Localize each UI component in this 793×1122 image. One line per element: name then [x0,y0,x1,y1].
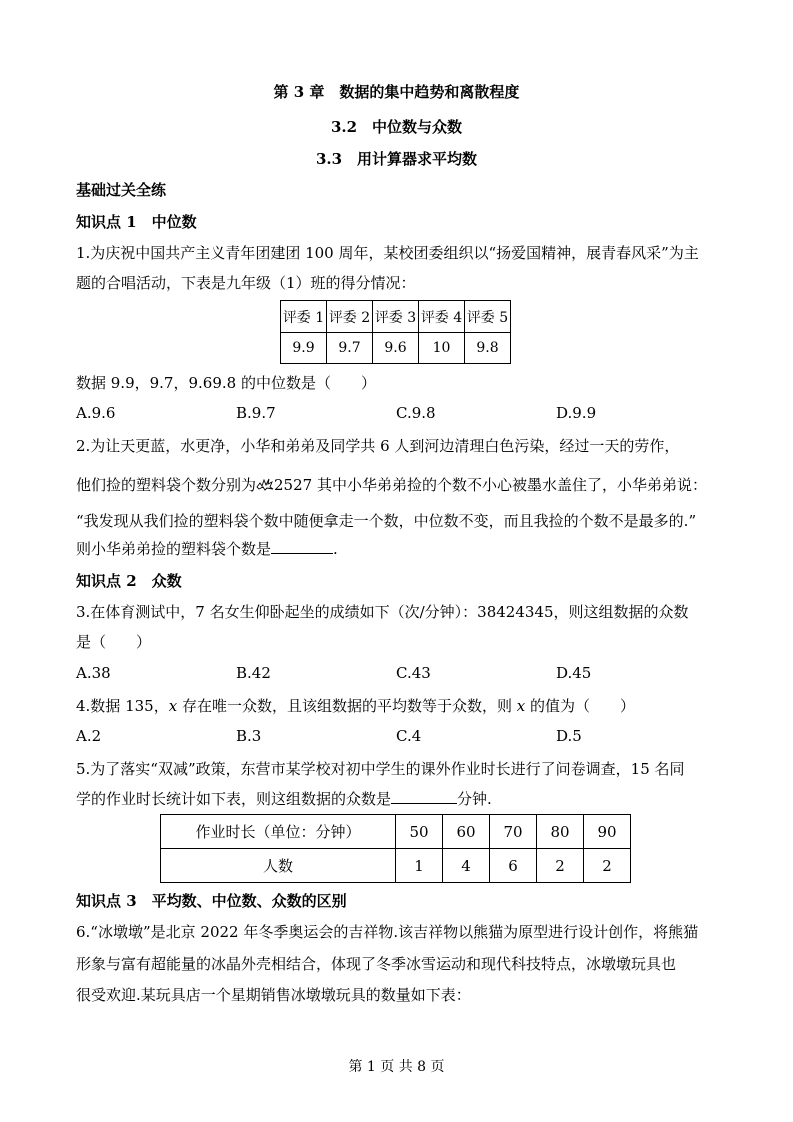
q1-option-b: B.9.7 [236,404,276,422]
q2-line-1: 2.为让天更蓝，水更净，小华和弟弟及同学共 6 人到河边清理白色污染，经过一天的劳作， [76,437,680,455]
q4-option-a: A.2 [76,727,102,745]
q5-row1-cell: 90 [584,815,631,849]
q5-row2-label: 人数 [161,849,396,883]
basic-practice-heading: 基础过关全练 [76,181,167,199]
q2-line-4 [76,538,338,559]
q1-value-cell: 9.9 [281,333,327,364]
q2-answer-blank[interactable] [271,539,333,554]
q3-option-d: D.45 [556,664,592,682]
q5-row1-cell: 80 [537,815,584,849]
q4-text-end: 的值为（ ） [525,697,635,715]
q1-value-cell: 9.8 [465,333,511,364]
q4-option-b: B.3 [236,727,262,745]
q2-line-3: “我发现从我们捡的塑料袋个数中随便拿走一个数，中位数不变，而且我捡的个数不是最多的.” [76,512,697,530]
q6-line-3: 很受欢迎.某玩具店一个星期销售冰墩墩玩具的数量如下表： [76,986,471,1004]
q3-option-a: A.38 [76,664,111,682]
q4-option-d: D.5 [556,727,582,745]
q5-row1-cell: 70 [490,815,537,849]
q5-row2-cell: 2 [537,849,584,883]
q6-line-1: 6.“冰墩墩”是北京 2022 年冬季奥运会的吉祥物.该吉祥物以熊猫为原型进行设计创作，将熊猫 [76,923,699,941]
q2-line-2 [76,474,707,495]
q5-line-2 [76,788,492,809]
q1-option-a: A.9.6 [76,404,116,422]
q1-value-cell: 9.7 [327,333,373,364]
knowledge-point-1-heading: 知识点 1 中位数 [76,213,197,231]
q5-text-end: 分钟. [457,790,492,808]
q3-line-1: 3.在体育测试中，7 名女生仰卧起坐的成绩如下（次/分钟）：38424345，则这组数据的众数 [76,603,689,621]
q2-line-2-start: 他们捡的塑料袋个数分别为 [76,476,257,494]
knowledge-point-2-heading: 知识点 2 众数 [76,572,182,590]
q2-line-2-end: 2527 其中小华弟弟捡的个数不小心被墨水盖住了，小华弟弟说： [274,476,707,494]
q5-row1-label: 作业时长（单位：分钟） [161,815,396,849]
q5-answer-blank[interactable] [391,789,457,804]
q1-header-cell: 评委 1 [281,301,327,333]
ink-blot-icon [256,477,274,491]
q4-variable: x [516,697,526,715]
q1-header-cell: 评委 2 [327,301,373,333]
q1-header-cell: 评委 4 [419,301,465,333]
q1-line-1: 1.为庆祝中国共产主义青年团建团 100 周年，某校团委组织以“扬爱国精神，展青春风采”为主 [76,244,699,262]
q1-option-c: C.9.8 [396,404,436,422]
q3-line-2: 是（ ） [76,633,152,651]
chapter-title: 第 3 章 数据的集中趋势和离散程度 [273,83,520,101]
q6-line-2: 形象与富有超能量的冰晶外壳相结合，体现了冬季冰雪运动和现代科技特点，冰墩墩玩具也 [76,955,677,973]
q4-line-1 [76,695,635,716]
q5-row2-cell: 2 [584,849,631,883]
section-title-2: 3.3 用计算器求平均数 [315,150,478,168]
knowledge-point-3-heading: 知识点 3 平均数、中位数、众数的区别 [76,892,347,910]
q3-option-c: C.43 [396,664,431,682]
q5-text-start: 学的作业时长统计如下表，则这组数据的众数是 [76,790,392,808]
q4-variable: x [168,697,178,715]
page-footer: 第 1 页 共 8 页 [348,1059,445,1075]
q2-line-4-text: 则小华弟弟捡的塑料袋个数是 [76,540,272,558]
q4-text-middle: 存在唯一众数，且该组数据的平均数等于众数，则 [177,697,517,715]
q1-value-cell: 9.6 [373,333,419,364]
q5-row2-cell: 4 [443,849,490,883]
q1-stem: 数据 9.9，9.7，9.69.8 的中位数是（ ） [76,374,376,392]
q4-text-start: 4.数据 135， [76,697,169,715]
q4-option-c: C.4 [396,727,422,745]
q5-row1-cell: 50 [396,815,443,849]
q5-row1-cell: 60 [443,815,490,849]
q1-line-2: 题的合唱活动，下表是九年级（1）班的得分情况： [76,274,416,292]
q1-value-cell: 10 [419,333,465,364]
q5-row2-cell: 1 [396,849,443,883]
q5-row2-cell: 6 [490,849,537,883]
q3-option-b: B.42 [236,664,271,682]
q2-line-4-period: . [333,540,338,558]
q1-option-d: D.9.9 [556,404,597,422]
q1-header-cell: 评委 5 [465,301,511,333]
q5-line-1: 5.为了落实“双减”政策，东营市某学校对初中学生的课外作业时长进行了问卷调查，15 名同 [76,760,685,778]
q1-header-cell: 评委 3 [373,301,419,333]
q1-score-table [280,300,511,364]
section-title-1: 3.2 中位数与众数 [330,118,463,136]
q5-duration-table [160,814,631,883]
